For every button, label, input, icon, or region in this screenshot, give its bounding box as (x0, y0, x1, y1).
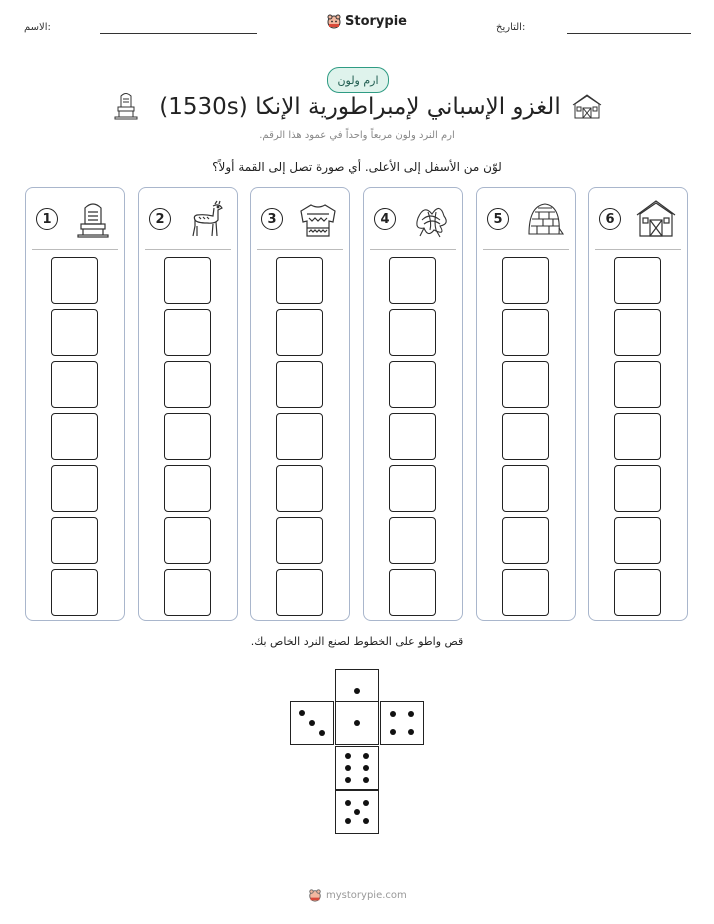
column-divider (32, 249, 118, 250)
color-square[interactable] (502, 309, 549, 356)
dice-pip (363, 818, 369, 824)
dice-pip (319, 730, 325, 736)
color-square[interactable] (164, 465, 211, 512)
color-square[interactable] (502, 569, 549, 616)
color-square[interactable] (614, 569, 661, 616)
column-divider (145, 249, 231, 250)
color-square[interactable] (164, 517, 211, 564)
llama-icon (185, 200, 227, 238)
dice-pip (354, 688, 360, 694)
dice-pip (408, 729, 414, 735)
dice-pip (363, 765, 369, 771)
color-square[interactable] (276, 517, 323, 564)
column-divider (370, 249, 456, 250)
dice-pip (354, 720, 360, 726)
column-divider (595, 249, 681, 250)
dice-pip (390, 711, 396, 717)
color-square[interactable] (389, 413, 436, 460)
color-square[interactable] (276, 569, 323, 616)
color-square[interactable] (51, 517, 98, 564)
color-square[interactable] (502, 465, 549, 512)
dice-face-1 (335, 701, 379, 745)
color-square[interactable] (51, 361, 98, 408)
footer-url[interactable]: mystorypie.com (326, 889, 407, 901)
column-number: 1 (36, 208, 58, 230)
color-square[interactable] (276, 257, 323, 304)
dice-face-6 (335, 746, 379, 790)
dice-pip (345, 800, 351, 806)
storypie-mascot-icon (308, 888, 322, 902)
color-square[interactable] (389, 569, 436, 616)
color-square[interactable] (502, 517, 549, 564)
footer (308, 888, 407, 902)
dice-pip (299, 710, 305, 716)
dice-pip (363, 777, 369, 783)
dice-pip (408, 711, 414, 717)
yarn-icon (410, 200, 452, 238)
date-line[interactable] (567, 33, 691, 34)
color-square[interactable] (164, 569, 211, 616)
column-number: 3 (261, 208, 283, 230)
dice-pip (363, 753, 369, 759)
dice-face-4 (380, 701, 424, 745)
column-number: 6 (599, 208, 621, 230)
throne-icon (72, 200, 114, 238)
color-square[interactable] (502, 413, 549, 460)
column-4 (363, 187, 463, 621)
color-square[interactable] (614, 361, 661, 408)
dice-pip (390, 729, 396, 735)
column-number: 5 (487, 208, 509, 230)
barn-icon (635, 200, 677, 238)
dice-pip (309, 720, 315, 726)
color-square[interactable] (389, 517, 436, 564)
column-number: 2 (149, 208, 171, 230)
color-square[interactable] (614, 517, 661, 564)
name-label: الاسم: (24, 22, 51, 33)
color-square[interactable] (389, 361, 436, 408)
dice-pip (345, 765, 351, 771)
page-title: الغزو الإسباني لإمبراطورية الإنكا (1530s) (159, 94, 561, 120)
barn-icon (572, 94, 602, 120)
roll-color-badge: ارم ولون (327, 67, 389, 93)
name-line[interactable] (100, 33, 257, 34)
cut-instruction: قص واطو على الخطوط لصنع النرد الخاص بك. (250, 635, 464, 648)
column-6 (588, 187, 688, 621)
throne-icon (113, 92, 139, 120)
dice-pip (345, 818, 351, 824)
color-square[interactable] (502, 257, 549, 304)
color-square[interactable] (389, 465, 436, 512)
brand-logo (326, 13, 407, 29)
color-square[interactable] (164, 257, 211, 304)
dice-face-3 (290, 701, 334, 745)
color-square[interactable] (614, 465, 661, 512)
sweater-icon (297, 200, 339, 238)
color-square[interactable] (502, 361, 549, 408)
color-square[interactable] (389, 309, 436, 356)
dice-net (290, 669, 424, 835)
column-2 (138, 187, 238, 621)
dice-pip (345, 753, 351, 759)
subtitle: ارم النرد ولون مربعاً واحداً في عمود هذا الرقم. (259, 130, 455, 141)
color-square[interactable] (276, 465, 323, 512)
dice-face-5 (335, 790, 379, 834)
dice-pip (354, 809, 360, 815)
column-3 (250, 187, 350, 621)
color-square[interactable] (51, 413, 98, 460)
instruction-text: لوّن من الأسفل إلى الأعلى. أي صورة تصل إلى القمة أولاً؟ (212, 160, 502, 174)
color-square[interactable] (614, 309, 661, 356)
column-number: 4 (374, 208, 396, 230)
dice-pip (363, 800, 369, 806)
color-square[interactable] (51, 257, 98, 304)
color-square[interactable] (614, 413, 661, 460)
color-square[interactable] (276, 413, 323, 460)
color-square[interactable] (51, 569, 98, 616)
dice-pip (345, 777, 351, 783)
color-square[interactable] (276, 361, 323, 408)
color-square[interactable] (164, 413, 211, 460)
storypie-mascot-icon (326, 13, 342, 29)
color-square[interactable] (51, 309, 98, 356)
brand-name: Storypie (345, 13, 407, 29)
stone-hut-icon (523, 200, 565, 238)
column-divider (257, 249, 343, 250)
color-square[interactable] (389, 257, 436, 304)
date-label: التاريخ: (496, 22, 526, 33)
column-1 (25, 187, 125, 621)
color-square[interactable] (51, 465, 98, 512)
column-5 (476, 187, 576, 621)
color-square[interactable] (164, 309, 211, 356)
color-square[interactable] (164, 361, 211, 408)
column-divider (483, 249, 569, 250)
color-square[interactable] (614, 257, 661, 304)
color-square[interactable] (276, 309, 323, 356)
